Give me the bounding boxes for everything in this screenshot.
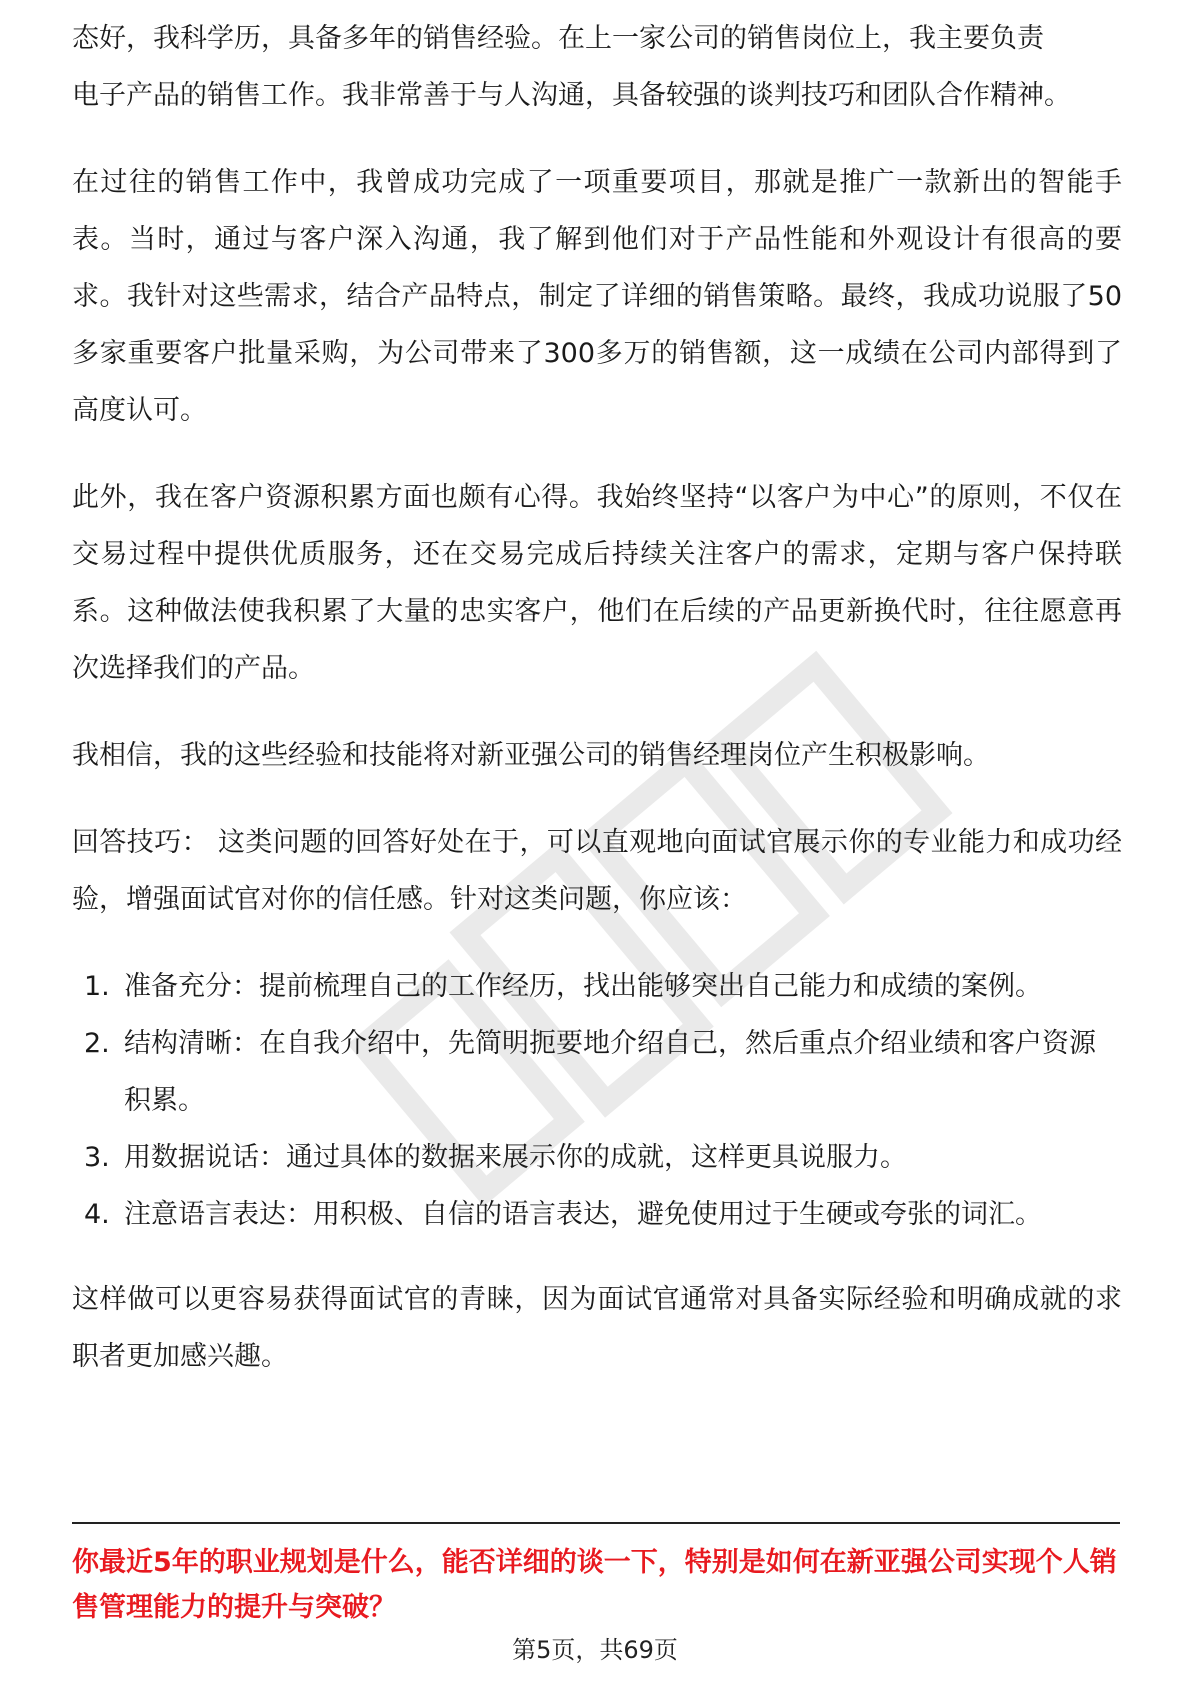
- paragraph-answer-tips: 回答技巧： 这类问题的回答好处在于，可以直观地向面试官展示你的专业能力和成功经验，增强面试官对你的信任感。针对这类问题，你应该：: [72, 827, 1122, 915]
- next-question-heading: 你最近5年的职业规划是什么，能否详细的谈一下，特别是如何在新亚强公司实现个人销售管理能力的提升与突破？: [72, 1547, 1117, 1623]
- paragraph-intro-text: 电子产品的销售工作。我非常善于与人沟通，具备较强的谈判技巧和团队合作精神。: [72, 80, 1071, 111]
- list-item-text: 结构清晰：在自我介绍中，先简明扼要地介绍自己，然后重点介绍业绩和客户资源积累。: [124, 1028, 1096, 1116]
- paragraph-intro-cut-line: [72, 10, 1122, 57]
- tips-list: [72, 958, 1122, 1243]
- section-divider: [72, 1522, 1120, 1524]
- paragraph-project: 在过往的销售工作中，我曾成功完成了一项重要项目，那就是推广一款新出的智能手表。当时，通过与客户深入沟通，我了解到他们对于产品性能和外观设计有很高的要求。我针对这些需求，结合产品特点，制定了详细的销售策略。最终，我成功说服了50多家重要客户批量采购，为公司带来了300多万的销售额，这一成绩在公司内部得到了高度认可。: [72, 167, 1122, 426]
- list-item-text: 准备充分：提前梳理自己的工作经历，找出能够突出自己能力和成绩的案例。: [124, 971, 1042, 1002]
- list-item-number: 2.: [84, 1028, 110, 1059]
- paragraph-conclusion: 我相信，我的这些经验和技能将对新亚强公司的销售经理岗位产生积极影响。: [72, 740, 990, 771]
- list-item-number: 3.: [84, 1142, 110, 1173]
- list-item: [72, 1129, 1122, 1186]
- paragraph-intro-partial-text: 态好，我科学历，具备多年的销售经验。在上一家公司的销售岗位上，我主要负责: [72, 23, 1044, 54]
- list-item-number: 1.: [84, 971, 110, 1002]
- list-item-number: 4.: [84, 1199, 110, 1230]
- paragraph-customer-resources: 此外，我在客户资源积累方面也颇有心得。我始终坚持“以客户为中心”的原则，不仅在交易过程中提供优质服务，还在交易完成后持续关注客户的需求，定期与客户保持联系。这种做法使我积累了大量的忠实客户，他们在后续的产品更新换代时，往往愿意再次选择我们的产品。: [72, 482, 1122, 684]
- list-item-text: 用数据说话：通过具体的数据来展示你的成就，这样更具说服力。: [124, 1142, 907, 1173]
- list-item: [72, 1186, 1122, 1243]
- page-number: 第5页，共69页: [512, 1636, 678, 1664]
- list-item: [72, 1015, 1122, 1129]
- list-item: [72, 958, 1122, 1015]
- list-item-text: 注意语言表达：用积极、自信的语言表达，避免使用过于生硬或夸张的词汇。: [124, 1199, 1042, 1230]
- paragraph-intro: [72, 20, 1122, 124]
- paragraph-summary: 这样做可以更容易获得面试官的青睐，因为面试官通常对具备实际经验和明确成就的求职者更加感兴趣。: [72, 1284, 1122, 1372]
- document-body: [72, 0, 1122, 1415]
